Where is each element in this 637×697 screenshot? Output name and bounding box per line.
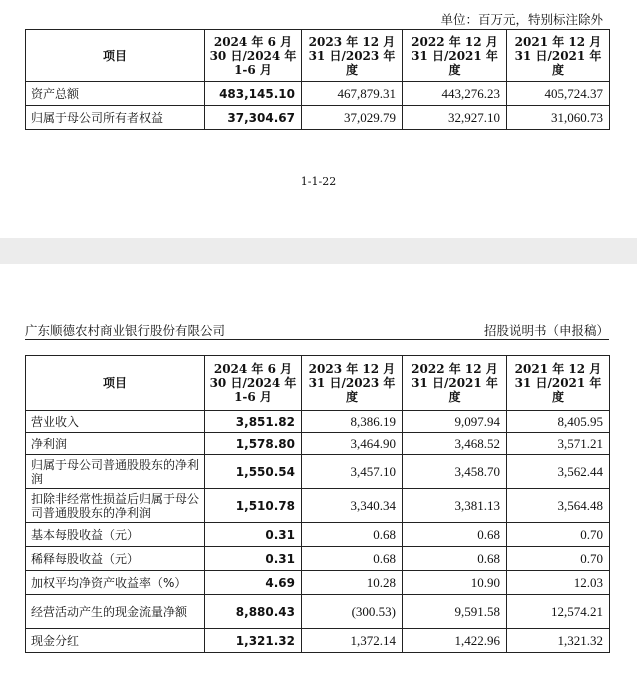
row-label: 经营活动产生的现金流量净额 — [26, 595, 205, 629]
table-row — [26, 595, 610, 629]
table-row — [26, 106, 610, 130]
page-separator — [0, 238, 637, 264]
cell-2024: 0.31 — [205, 547, 302, 571]
table-row — [26, 629, 610, 653]
cell-2023: 3,464.90 — [302, 433, 403, 455]
balance-sheet-summary-table — [25, 29, 610, 130]
document-type: 招股说明书（申报稿） — [483, 323, 609, 338]
cell-2023: 3,457.10 — [302, 455, 403, 489]
cell-2023: (300.53) — [302, 595, 403, 629]
cell-2024: 37,304.67 — [205, 106, 302, 130]
cell-2023: 3,340.34 — [302, 489, 403, 523]
header-2021: 2021 年 12 月 31 日/2021 年度 — [507, 30, 610, 82]
cell-2021: 1,321.32 — [507, 629, 610, 653]
page-bottom — [0, 264, 637, 697]
row-label: 营业收入 — [26, 411, 205, 433]
cell-2022: 9,097.94 — [403, 411, 507, 433]
table-row — [26, 489, 610, 523]
cell-2024: 1,510.78 — [205, 489, 302, 523]
row-label: 净利润 — [26, 433, 205, 455]
document-header — [25, 319, 609, 340]
cell-2024: 1,578.80 — [205, 433, 302, 455]
table-row — [26, 82, 610, 106]
row-label: 归属于母公司所有者权益 — [26, 106, 205, 130]
cell-2021: 0.70 — [507, 547, 610, 571]
header-2021: 2021 年 12 月 31 日/2021 年度 — [507, 356, 610, 411]
table-row — [26, 433, 610, 455]
row-label: 现金分红 — [26, 629, 205, 653]
cell-2022: 1,422.96 — [403, 629, 507, 653]
company-name: 广东顺德农村商业银行股份有限公司 — [25, 323, 226, 338]
table-row — [26, 523, 610, 547]
row-label: 归属于母公司普通股股东的净利润 — [26, 455, 205, 489]
cell-2024: 1,321.32 — [205, 629, 302, 653]
header-2022: 2022 年 12 月 31 日/2021 年度 — [403, 30, 507, 82]
row-label: 加权平均净资产收益率（%） — [26, 571, 205, 595]
cell-2023: 0.68 — [302, 523, 403, 547]
cell-2024: 8,880.43 — [205, 595, 302, 629]
header-2023: 2023 年 12 月 31 日/2023 年度 — [302, 30, 403, 82]
cell-2024: 483,145.10 — [205, 82, 302, 106]
cell-2022: 3,458.70 — [403, 455, 507, 489]
header-2022: 2022 年 12 月 31 日/2021 年度 — [403, 356, 507, 411]
table-header-row — [26, 356, 610, 411]
header-item: 项目 — [26, 356, 205, 411]
cell-2021: 3,571.21 — [507, 433, 610, 455]
cell-2024: 0.31 — [205, 523, 302, 547]
cell-2022: 0.68 — [403, 547, 507, 571]
cell-2021: 8,405.95 — [507, 411, 610, 433]
income-summary-table — [25, 355, 610, 653]
page-number: 1-1-22 — [300, 175, 337, 188]
cell-2023: 467,879.31 — [302, 82, 403, 106]
cell-2023: 37,029.79 — [302, 106, 403, 130]
cell-2022: 0.68 — [403, 523, 507, 547]
cell-2021: 0.70 — [507, 523, 610, 547]
cell-2021: 405,724.37 — [507, 82, 610, 106]
header-2023: 2023 年 12 月 31 日/2023 年度 — [302, 356, 403, 411]
page-top — [0, 0, 637, 238]
cell-2022: 32,927.10 — [403, 106, 507, 130]
header-2024: 2024 年 6 月 30 日/2024 年 1-6 月 — [205, 30, 302, 82]
table-header-row — [26, 30, 610, 82]
row-label: 扣除非经常性损益后归属于母公司普通股股东的净利润 — [26, 489, 205, 523]
row-label: 稀释每股收益（元） — [26, 547, 205, 571]
table-row — [26, 571, 610, 595]
cell-2023: 0.68 — [302, 547, 403, 571]
cell-2022: 3,381.13 — [403, 489, 507, 523]
row-label: 资产总额 — [26, 82, 205, 106]
cell-2022: 9,591.58 — [403, 595, 507, 629]
cell-2024: 1,550.54 — [205, 455, 302, 489]
cell-2021: 3,562.44 — [507, 455, 610, 489]
table-row — [26, 411, 610, 433]
cell-2024: 4.69 — [205, 571, 302, 595]
header-2024: 2024 年 6 月 30 日/2024 年 1-6 月 — [205, 356, 302, 411]
row-label: 基本每股收益（元） — [26, 523, 205, 547]
cell-2023: 10.28 — [302, 571, 403, 595]
cell-2023: 8,386.19 — [302, 411, 403, 433]
cell-2021: 12,574.21 — [507, 595, 610, 629]
header-item: 项目 — [26, 30, 205, 82]
table-row — [26, 547, 610, 571]
cell-2021: 31,060.73 — [507, 106, 610, 130]
cell-2022: 3,468.52 — [403, 433, 507, 455]
unit-note: 单位：百万元，特别标注除外 — [440, 12, 603, 27]
cell-2024: 3,851.82 — [205, 411, 302, 433]
cell-2022: 10.90 — [403, 571, 507, 595]
cell-2021: 3,564.48 — [507, 489, 610, 523]
table-row — [26, 455, 610, 489]
cell-2023: 1,372.14 — [302, 629, 403, 653]
cell-2021: 12.03 — [507, 571, 610, 595]
cell-2022: 443,276.23 — [403, 82, 507, 106]
